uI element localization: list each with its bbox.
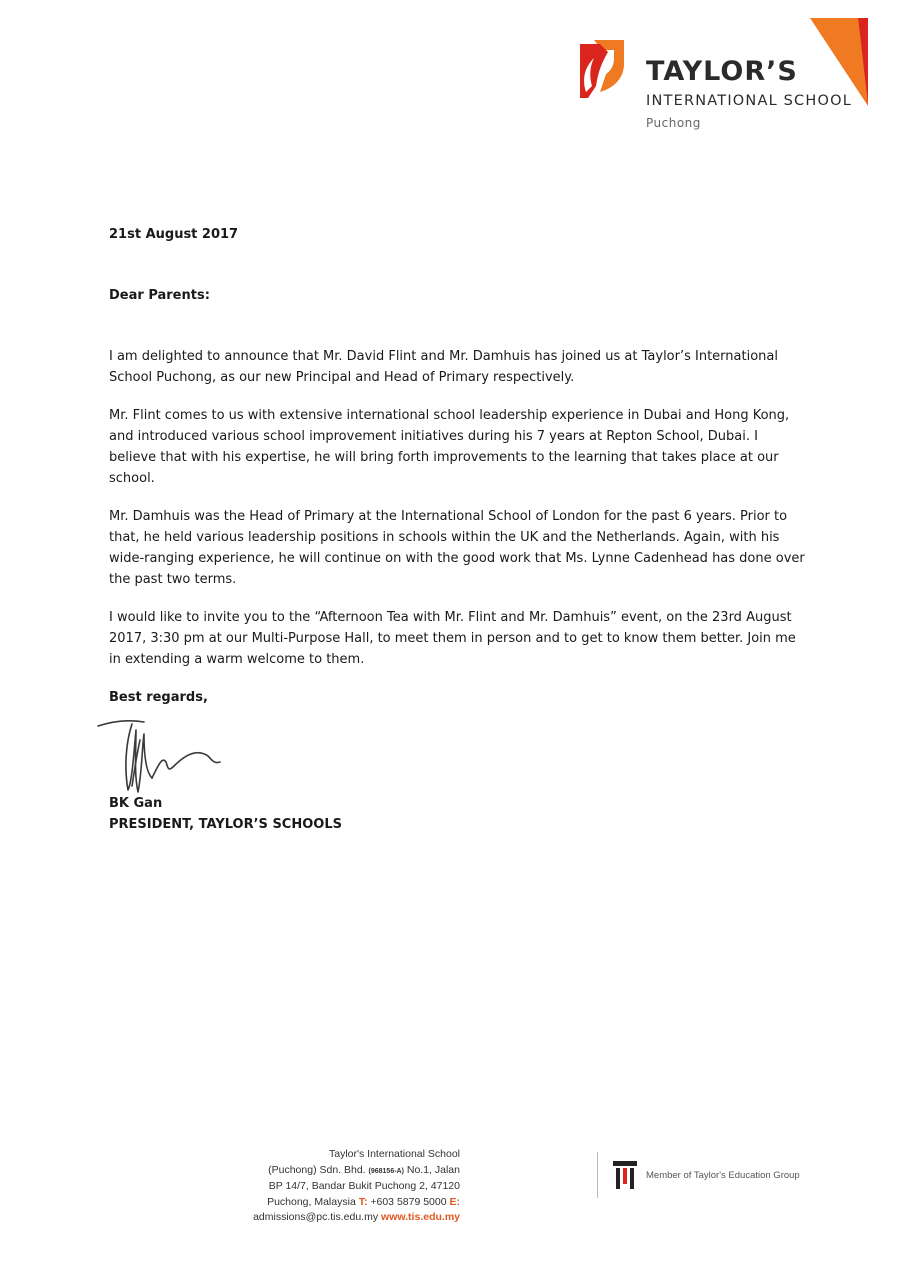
taylors-logo-icon [580, 40, 624, 98]
footer-address [240, 1147, 460, 1226]
footer-email[interactable]: admissions@pc.tis.edu.my [253, 1211, 379, 1223]
education-group-logo-icon [613, 1161, 637, 1189]
education-group-text: Member of Taylor's Education Group [646, 1170, 800, 1181]
footer-city: Puchong, Malaysia [267, 1195, 356, 1208]
footer-line-5 [240, 1210, 460, 1226]
signer-block [109, 793, 342, 835]
paragraph-1: I am delighted to announce that Mr. David Flint and Mr. Damhuis has joined us at Taylor’s International School Puchong, as our new Principal and Head of Primary respectively. [109, 349, 778, 385]
logo-title: TAYLOR’S [646, 56, 798, 87]
signer-name: BK Gan [109, 796, 163, 811]
footer-line-1: Taylor's International School [329, 1148, 460, 1160]
footer-tel-label: T: [358, 1195, 368, 1208]
footer-email-label: E: [449, 1195, 460, 1208]
signature-image [96, 712, 236, 802]
footer-street: No.1, Jalan [406, 1163, 460, 1176]
footer-reg-number: (968156-A) [368, 1167, 404, 1175]
closing: Best regards, [109, 690, 208, 705]
logo-campus: Puchong [646, 116, 701, 130]
paragraph-2: Mr. Flint comes to us with extensive international school leadership experience in Dubai and Hong Kong, and introduced various school improvement initiatives during his 7 years at Repton School, Dubai. I believe that with his expertise, he will bring forth improvements to the learning that takes place at our school. [109, 408, 790, 486]
salutation: Dear Parents: [109, 288, 210, 303]
letter-date: 21st August 2017 [109, 227, 239, 242]
footer-tel: +603 5879 5000 [370, 1195, 447, 1208]
footer-line-3: BP 14/7, Bandar Bukit Puchong 2, 47120 [268, 1180, 460, 1192]
logo-subtitle: INTERNATIONAL SCHOOL [646, 93, 852, 109]
paragraph-4: I would like to invite you to the “Afternoon Tea with Mr. Flint and Mr. Damhuis” event, on the 23rd August 2017, 3:30 pm at our Multi-Purpose Hall, to meet them in person and to get to know them better. Join me in extending a warm welcome to them. [109, 610, 796, 667]
letter-body [109, 224, 809, 708]
footer-website[interactable]: www.tis.edu.my [381, 1211, 460, 1223]
paragraph-3: Mr. Damhuis was the Head of Primary at the International School of London for the past 6 years. Prior to that, he held various leadership positions in schools within the UK and the Netherlands. Again, with his wide-ranging experience, he will continue on with the good work that Ms. Lynne Cadenhead has done over the past two terms. [109, 509, 805, 587]
footer-company: (Puchong) Sdn. Bhd. [268, 1163, 366, 1176]
footer-divider [597, 1152, 598, 1198]
footer-line-4 [240, 1195, 460, 1211]
signer-title: PRESIDENT, TAYLOR’S SCHOOLS [109, 817, 342, 832]
footer-line-2 [240, 1163, 460, 1180]
